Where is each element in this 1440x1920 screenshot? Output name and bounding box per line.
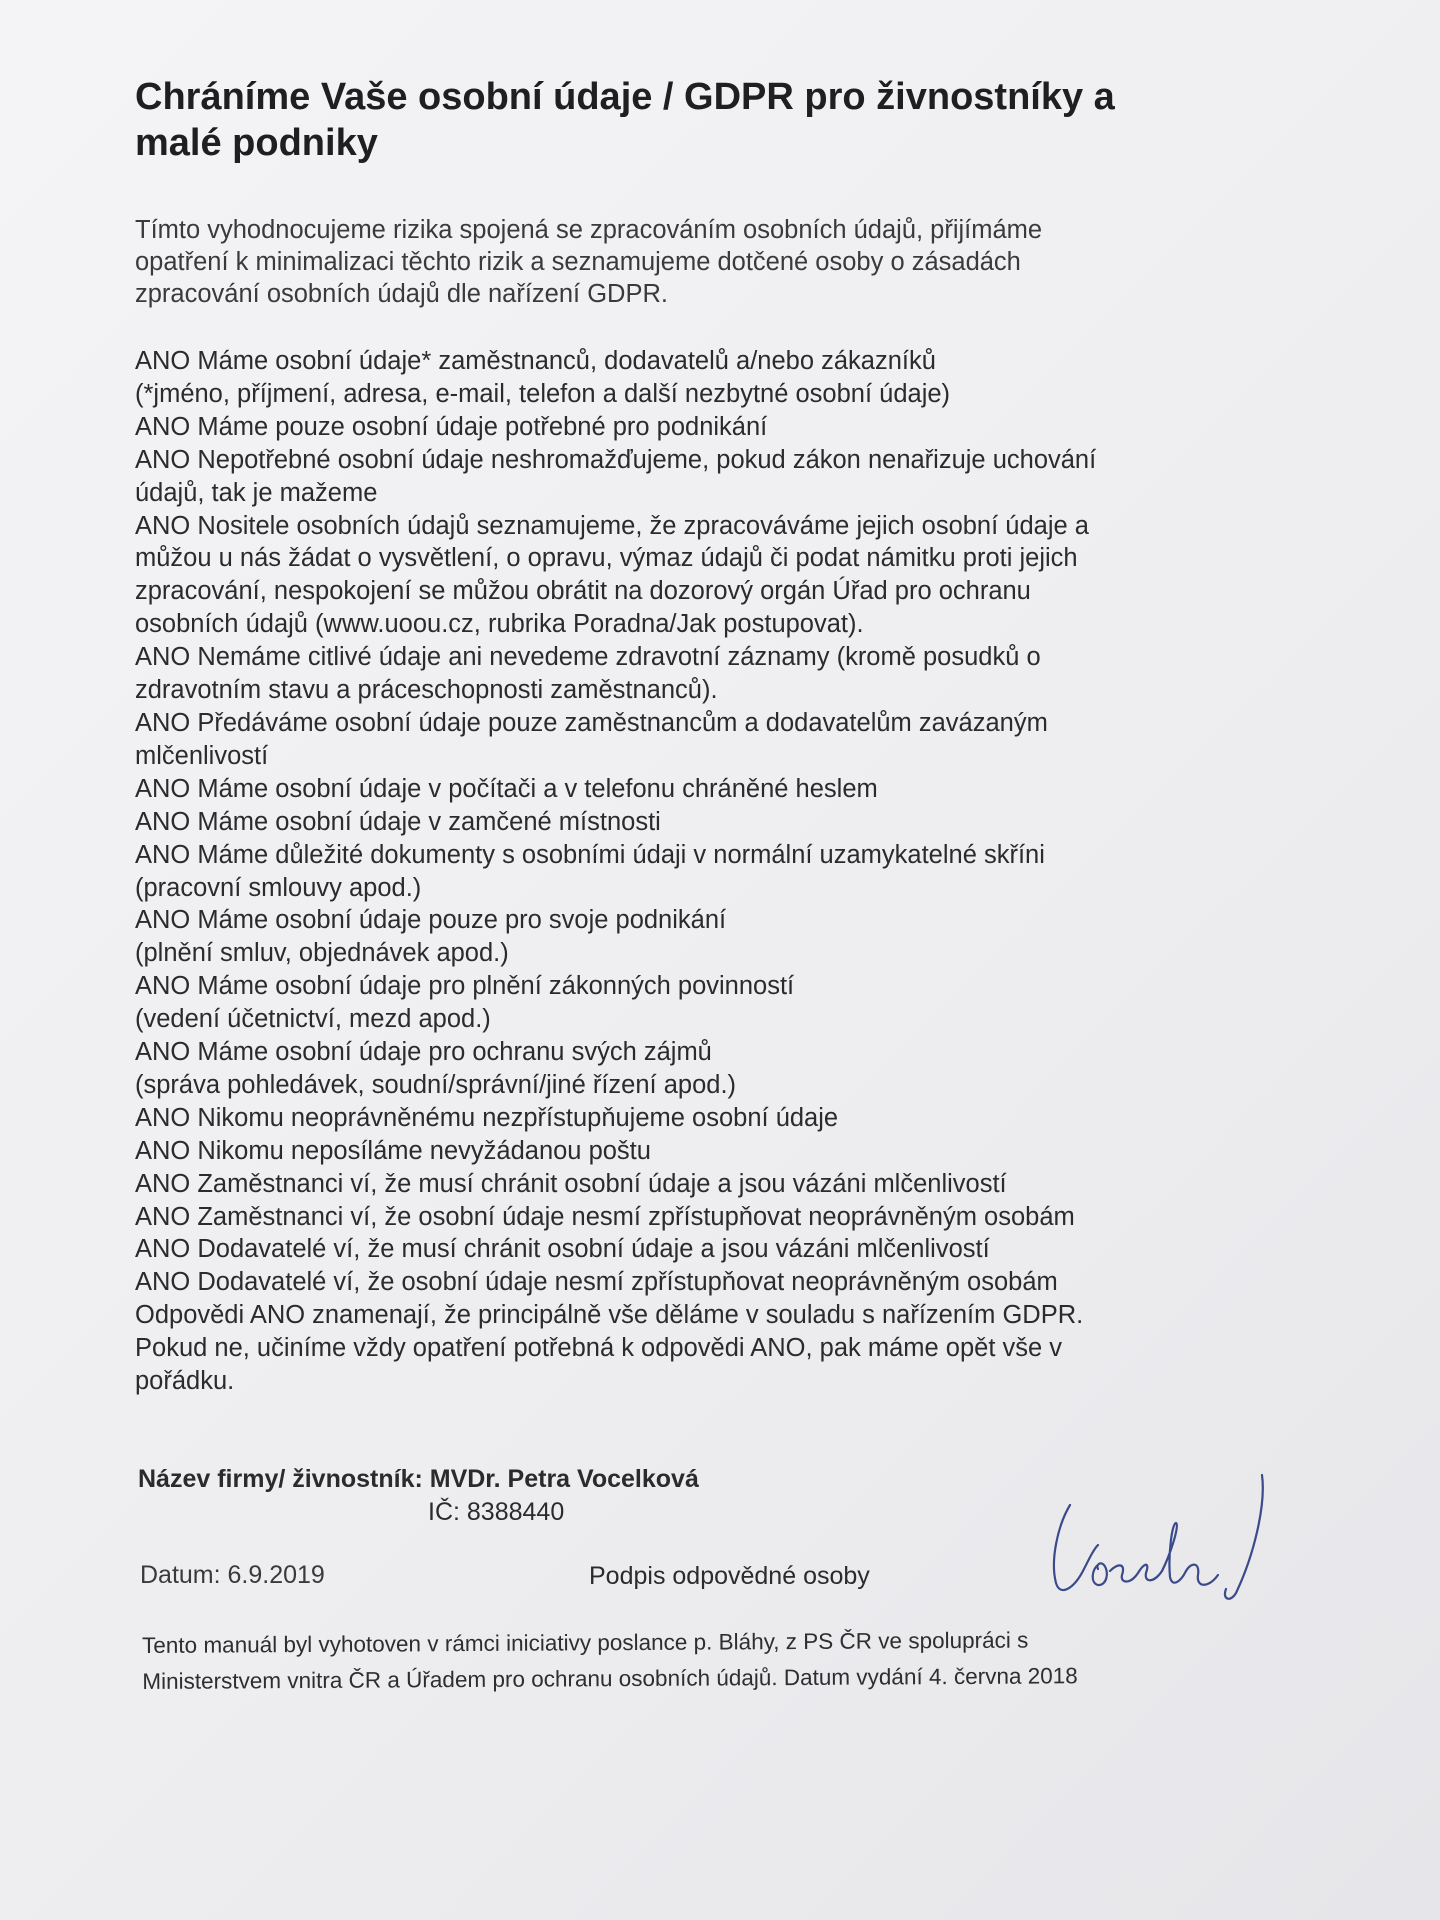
checklist-body	[135, 345, 1265, 1398]
title-line-1: Chráníme Vaše osobní údaje / GDPR pro živnostníky a	[135, 76, 1115, 118]
checklist-line: ANO Nikomu neposíláme nevyžádanou poštu	[135, 1136, 651, 1165]
checklist-line: ANO Nikomu neoprávněnému nezpřístupňujeme osobní údaje	[135, 1103, 839, 1132]
checklist-line: (správa pohledávek, soudní/správní/jiné řízení apod.)	[135, 1070, 737, 1099]
checklist-line: mlčenlivostí	[135, 741, 269, 770]
checklist-line: osobních údajů (www.uoou.cz, rubrika Poradna/Jak postupovat).	[135, 610, 864, 639]
checklist-line: (*jméno, příjmení, adresa, e-mail, telefon a další nezbytné osobní údaje)	[135, 379, 951, 408]
checklist-line: ANO Máme osobní údaje* zaměstnanců, dodavatelů a/nebo zákazníků	[135, 347, 936, 375]
checklist-line: ANO Zaměstnanci ví, že osobní údaje nesmí zpřístupňovat neoprávněným osobám	[135, 1202, 1075, 1231]
checklist-line: ANO Máme osobní údaje pro ochranu svých zájmů	[135, 1038, 712, 1067]
checklist-line: ANO Dodavatelé ví, že osobní údaje nesmí zpřístupňovat neoprávněným osobám	[135, 1268, 1058, 1297]
signature-label: Podpis odpovědné osoby	[589, 1562, 870, 1590]
checklist-line: můžou u nás žádat o vysvětlení, o opravu, výmaz údajů či podat námitku proti jejich	[135, 544, 1078, 573]
checklist-line: ANO Máme pouze osobní údaje potřebné pro podnikání	[135, 412, 768, 441]
checklist-line: ANO Máme osobní údaje v počítači a v telefonu chráněné heslem	[135, 774, 878, 803]
footer-note	[142, 1621, 1292, 1700]
checklist-line: ANO Nepotřebné osobní údaje neshromažďujeme, pokud zákon nenařizuje uchování	[135, 445, 1097, 474]
checklist-line: zpracování, nespokojení se můžou obrátit na dozorový orgán Úřad pro ochranu	[135, 577, 1031, 606]
checklist-line: Odpovědi ANO znamenají, že principálně vše děláme v souladu s nařízením GDPR.	[135, 1301, 1084, 1330]
intro-paragraph	[135, 214, 1235, 310]
footer-line: Tento manuál byl vyhotoven v rámci iniciativy poslance p. Bláhy, z PS ČR ve spolupráci s	[142, 1627, 1029, 1658]
document-title	[135, 74, 1235, 166]
checklist-line: ANO Máme osobní údaje v zamčené místnosti	[135, 807, 661, 836]
checklist-line: pořádku.	[135, 1367, 235, 1396]
footer-line: Ministerstvem vnitra ČR a Úřadem pro ochranu osobních údajů. Datum vydání 4. června 2018	[142, 1663, 1078, 1694]
document-date: Datum: 6.9.2019	[140, 1561, 325, 1589]
intro-line: zpracování osobních údajů dle nařízení GDPR.	[135, 280, 668, 308]
checklist-line: Pokud ne, učiníme vždy opatření potřebná k odpovědi ANO, pak máme opět vše v	[135, 1334, 1063, 1363]
checklist-line: ANO Máme osobní údaje pro plnění zákonných povinností	[135, 972, 795, 1001]
checklist-line: (plnění smluv, objednávek apod.)	[135, 939, 509, 968]
checklist-line: (pracovní smlouvy apod.)	[135, 873, 422, 902]
checklist-line: ANO Předáváme osobní údaje pouze zaměstnancům a dodavatelům zavázaným	[135, 708, 1048, 737]
company-name: Název firmy/ živnostník: MVDr. Petra Vocelková	[138, 1465, 699, 1493]
title-line-2: malé podniky	[135, 122, 378, 164]
checklist-line: (vedení účetnictví, mezd apod.)	[135, 1005, 491, 1034]
checklist-line: ANO Máme osobní údaje pouze pro svoje podnikání	[135, 906, 727, 935]
checklist-line: ANO Nositele osobních údajů seznamujeme, že zpracováváme jejich osobní údaje a	[135, 511, 1089, 540]
checklist-line: ANO Zaměstnanci ví, že musí chránit osobní údaje a jsou vázáni mlčenlivostí	[135, 1169, 1007, 1198]
checklist-line: ANO Nemáme citlivé údaje ani nevedeme zdravotní záznamy (kromě posudků o	[135, 643, 1041, 672]
checklist-line: ANO Máme důležité dokumenty s osobními údaji v normální uzamykatelné skříni	[135, 840, 1045, 869]
checklist-line: údajů, tak je mažeme	[135, 478, 378, 507]
company-id: IČ: 8388440	[428, 1498, 565, 1526]
intro-line: Tímto vyhodnocujeme rizika spojená se zpracováním osobních údajů, přijímáme	[135, 216, 1043, 244]
checklist-line: zdravotním stavu a práceschopnosti zaměstnanců).	[135, 676, 718, 705]
checklist-line: ANO Dodavatelé ví, že musí chránit osobní údaje a jsou vázáni mlčenlivostí	[135, 1235, 990, 1264]
handwritten-signature	[1040, 1465, 1300, 1615]
intro-line: opatření k minimalizaci těchto rizik a seznamujeme dotčené osoby o zásadách	[135, 248, 1021, 276]
